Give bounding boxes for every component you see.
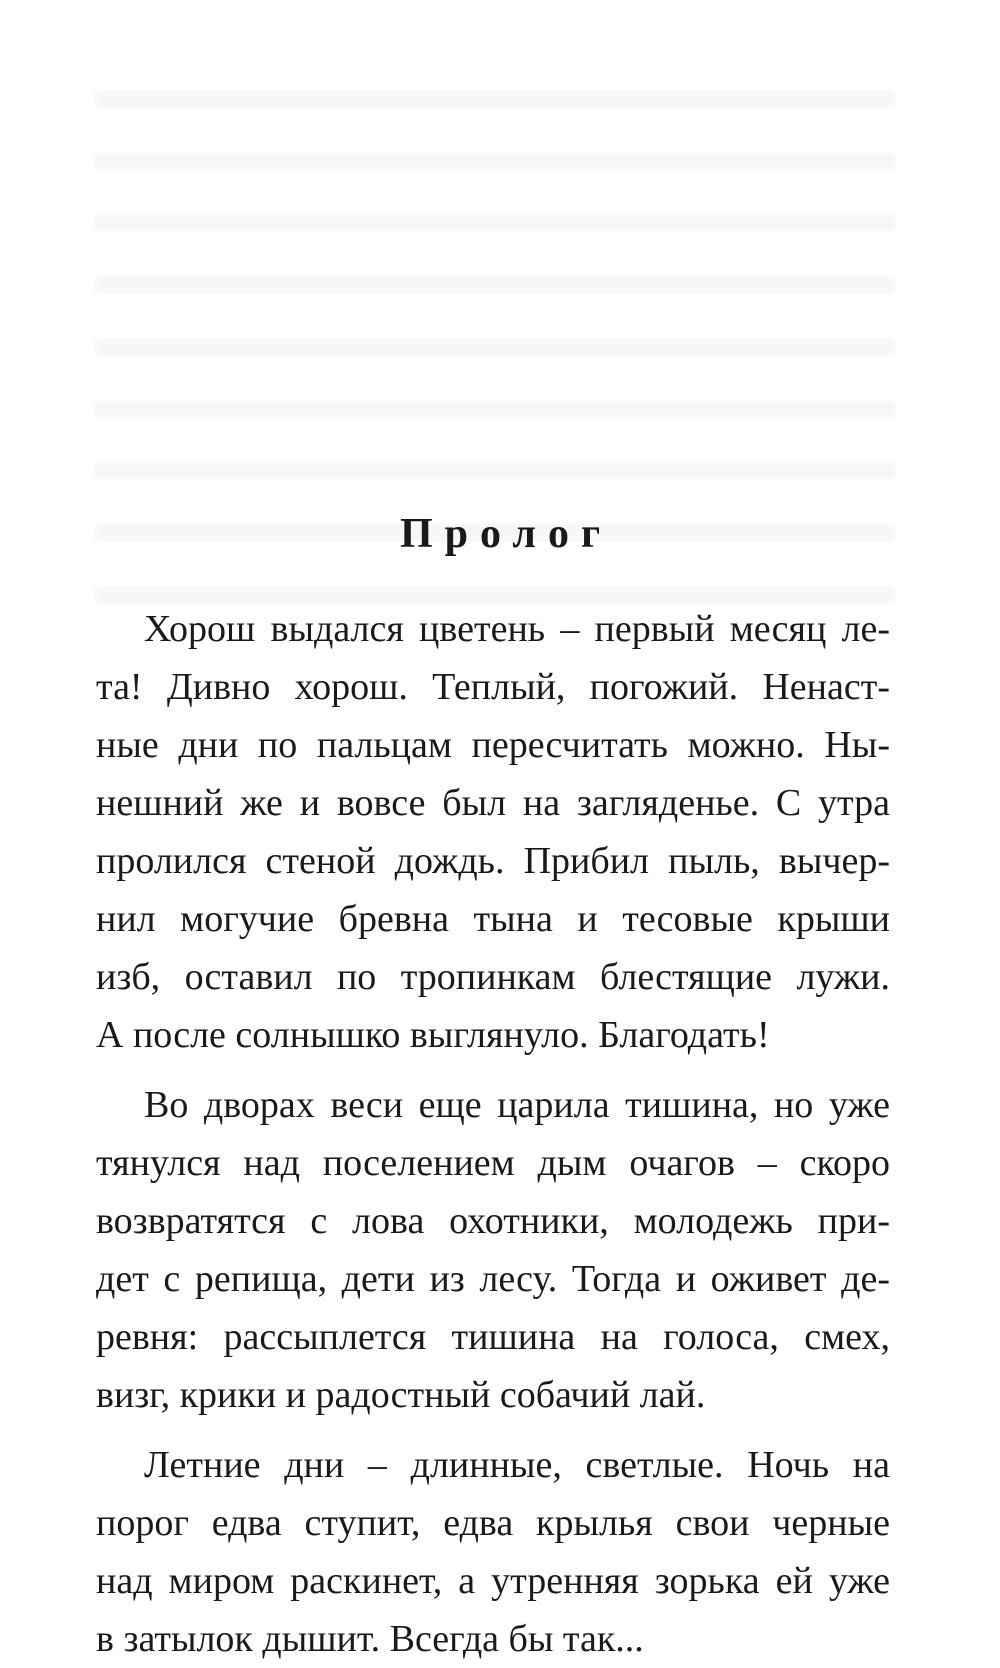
text-line: пролился стеной дождь. Прибил пыль, вычер-	[96, 840, 890, 882]
text-line: нил могучие бревна тына и тесовые крыши	[96, 898, 890, 940]
text-line: визг, крики и радостный собачий лай.	[96, 1374, 706, 1416]
paragraph-2	[96, 1076, 890, 1424]
paragraph-1	[96, 600, 890, 1064]
paragraph-3	[96, 1436, 890, 1668]
text-line: тянулся над поселением дым очагов – скоро	[96, 1142, 890, 1184]
text-line: возвратятся с лова охотники, молодежь при-	[96, 1200, 890, 1242]
text-line: ные дни по пальцам пересчитать можно. Ны-	[96, 724, 890, 766]
text-line: та! Дивно хорош. Теплый, погожий. Ненаст-	[96, 666, 890, 708]
text-line: дет с репища, дети из лесу. Тогда и оживет де-	[96, 1258, 890, 1300]
text-line: Летние дни – длинные, светлые. Ночь на	[144, 1444, 890, 1486]
text-line: над миром раскинет, а утренняя зорька ей уже	[96, 1560, 890, 1602]
text-line: порог едва ступит, едва крылья свои черные	[96, 1502, 890, 1544]
text-line: Во дворах веси еще царила тишина, но уже	[144, 1084, 890, 1126]
text-line: изб, оставил по тропинкам блестящие лужи.	[96, 956, 890, 998]
text-line: в затылок дышит. Всегда бы так...	[96, 1618, 644, 1660]
text-line: А после солнышко выглянуло. Благодать!	[96, 1014, 770, 1056]
text-line: ревня: рассыплется тишина на голоса, смех,	[96, 1316, 890, 1358]
text-line: Хорош выдался цветень – первый месяц ле-	[144, 608, 890, 650]
chapter-title: Пролог	[399, 511, 613, 557]
text-line: нешний же и вовсе был на загляденье. С утра	[96, 782, 890, 824]
body-text	[96, 600, 890, 1668]
